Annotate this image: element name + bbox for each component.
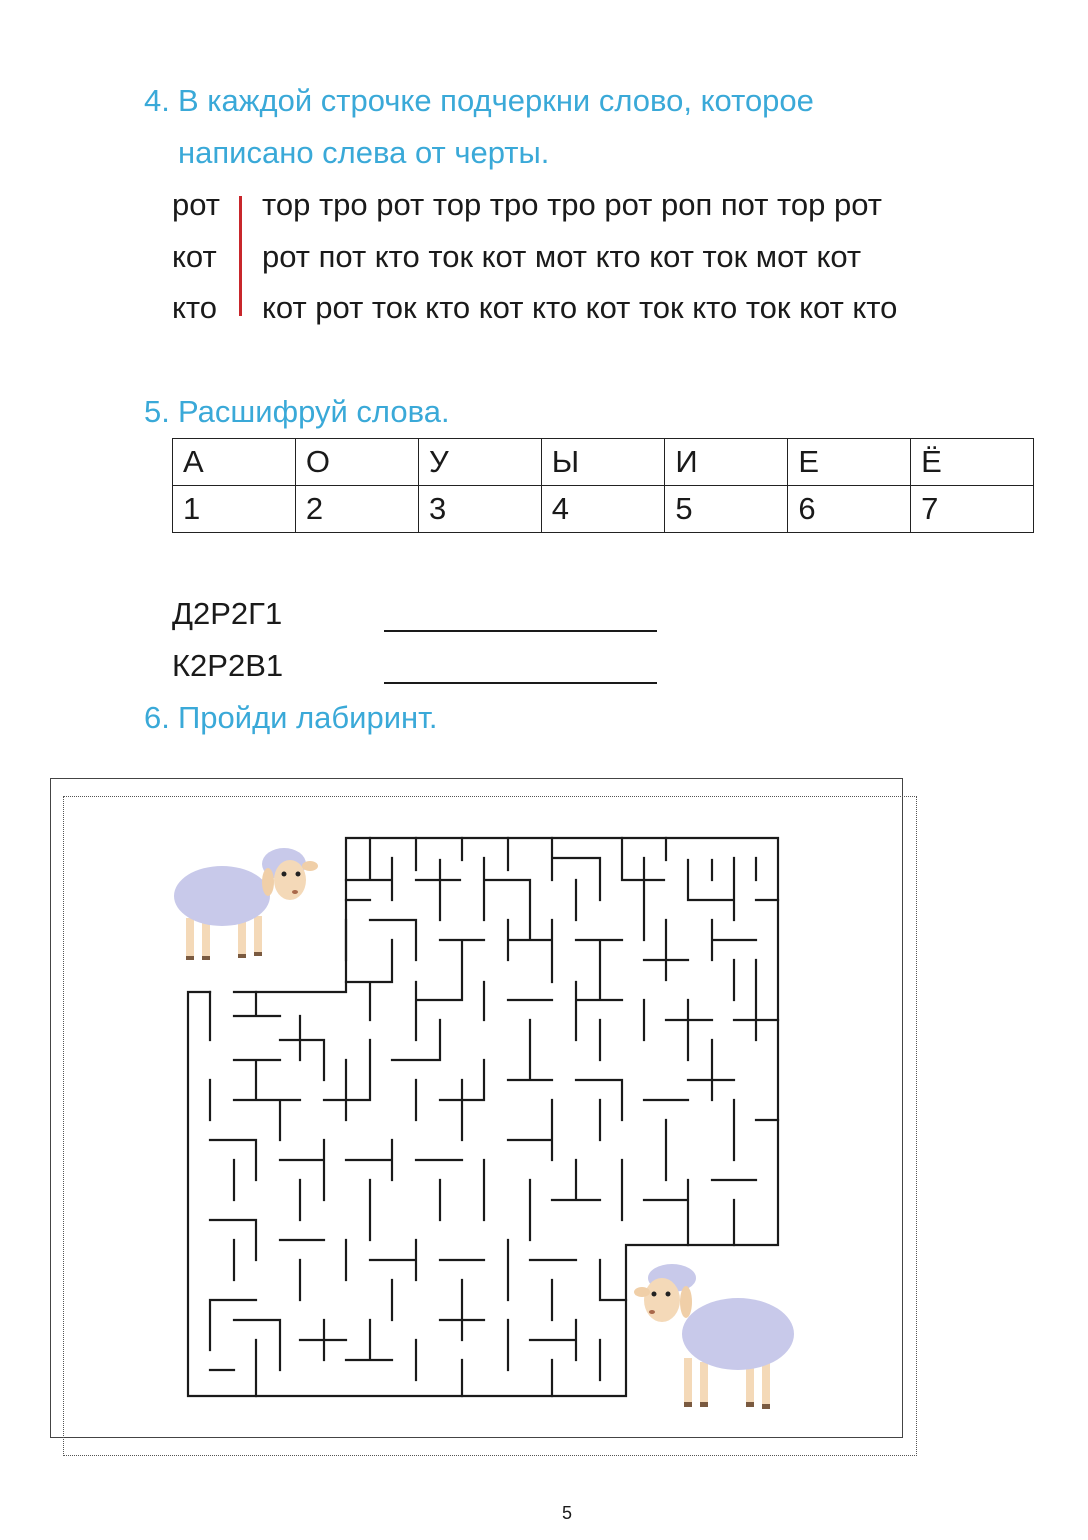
task6-title-text: Пройди лабиринт. bbox=[178, 700, 438, 735]
letter-cell: А bbox=[173, 439, 296, 486]
task4-title-line1: В каждой строчке подчеркни слово, которое bbox=[178, 83, 814, 118]
letter-cell: У bbox=[419, 439, 542, 486]
digit-cell: 7 bbox=[911, 486, 1034, 533]
letter-cell: Ы bbox=[541, 439, 665, 486]
digit-cell: 2 bbox=[295, 486, 418, 533]
digit-cell: 1 bbox=[173, 486, 296, 533]
digit-cell: 3 bbox=[419, 486, 542, 533]
code-word: К2Р2В1 bbox=[172, 648, 284, 683]
sheep-illustration bbox=[634, 1264, 794, 1409]
word-line[interactable]: тор тро рот тор тро тро рот роп пот тор рот bbox=[262, 187, 882, 222]
page-number: 5 bbox=[561, 1503, 572, 1523]
task4-title-line2: написано слева от черты. bbox=[178, 135, 550, 170]
letter-cell: Ё bbox=[911, 439, 1034, 486]
task5-number: 5. bbox=[144, 394, 170, 429]
letter-cell: Е bbox=[788, 439, 911, 486]
word-line[interactable]: рот пот кто ток кот мот кто кот ток мот кот bbox=[262, 239, 862, 274]
digit-cell: 4 bbox=[541, 486, 665, 533]
target-word: кот bbox=[172, 239, 217, 274]
code-word: Д2Р2Г1 bbox=[172, 596, 283, 631]
task6-number: 6. bbox=[144, 700, 170, 735]
task4-number: 4. bbox=[144, 83, 170, 118]
target-word: рот bbox=[172, 187, 220, 222]
letter-cell: И bbox=[665, 439, 788, 486]
maze-inner-walls bbox=[210, 838, 778, 1396]
letter-cell: О bbox=[295, 439, 418, 486]
task5-title-text: Расшифруй слова. bbox=[178, 394, 450, 429]
digit-cell: 6 bbox=[788, 486, 911, 533]
target-word: кто bbox=[172, 290, 218, 325]
sheep-illustration bbox=[174, 848, 318, 960]
digit-cell: 5 bbox=[665, 486, 788, 533]
word-line[interactable]: кот рот ток кто кот кто кот ток кто ток кот кто bbox=[262, 290, 898, 325]
